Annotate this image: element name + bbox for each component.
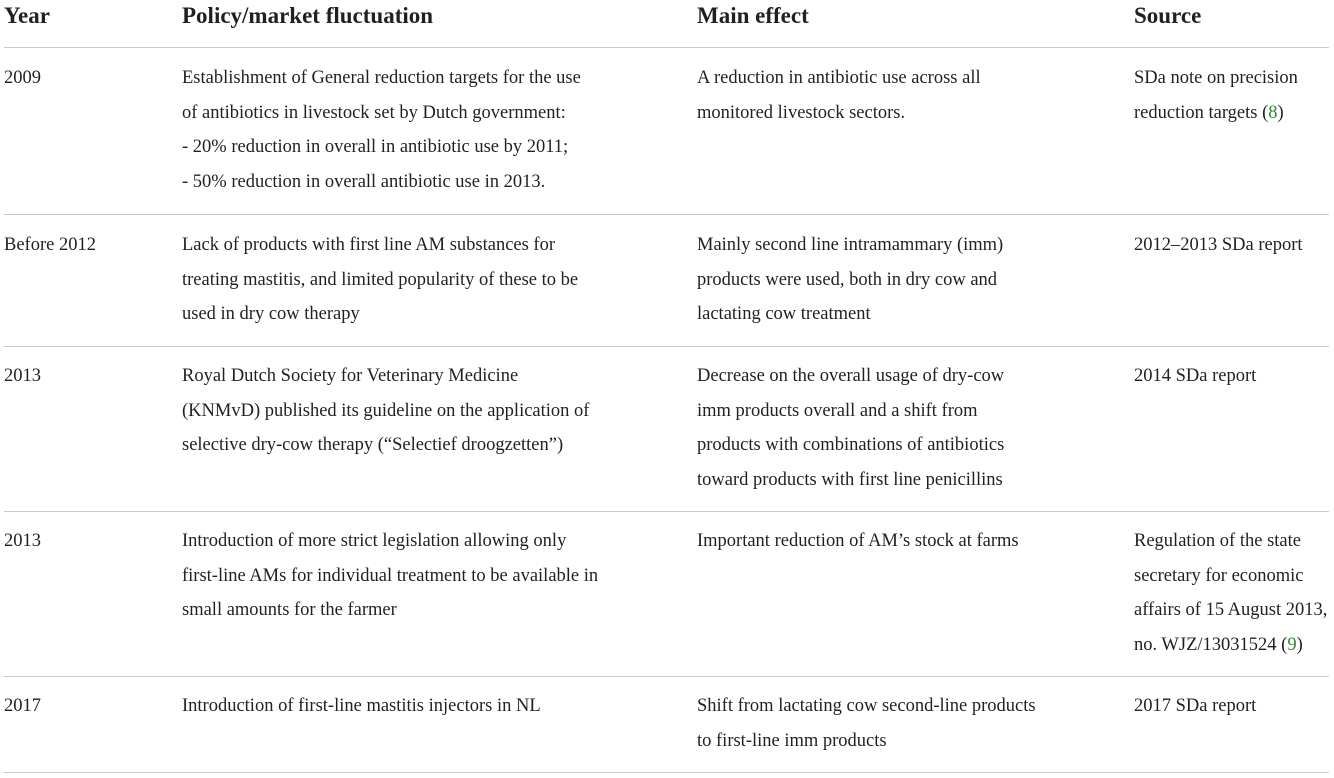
cell-source: 2012–2013 SDa report [1134,235,1303,255]
reference-link[interactable]: 8 [1268,102,1278,123]
text-fragment: ) [1296,634,1303,655]
cell-source: 2017 SDa report [1134,696,1257,716]
cell-policy [182,359,589,463]
text-line: A reduction in antibiotic use across all [697,68,981,88]
text-line: Introduction of first-line mastitis injectors in NL [182,696,541,716]
text-line: to first-line imm products [697,730,887,751]
cell-source [1134,61,1298,130]
text-line: used in dry cow therapy [182,304,360,324]
reference-link[interactable]: 9 [1287,634,1297,655]
cell-effect [697,228,1003,332]
text-line: treating mastitis, and limited popularity of these to be [182,269,579,290]
text-line: first-line AMs for individual treatment to be available in [182,565,599,586]
cell-effect [697,524,1019,559]
cell-year: 2013 [4,366,41,386]
cell-policy [182,689,541,724]
text-line: Introduction of more strict legislation allowing only [182,531,567,551]
table-bottom-rule [4,772,1329,773]
text-line: imm products overall and a shift from [697,400,978,421]
cell-year: 2017 [4,696,41,716]
text-line: - 20% reduction in overall in antibiotic use by 2011; [182,137,569,157]
text-fragment: ) [1277,102,1284,123]
header-policy: Policy/market fluctuation [182,3,434,28]
table-header [0,0,1334,48]
header-effect: Main effect [697,3,809,28]
text-line: Important reduction of AM’s stock at farms [697,531,1019,551]
header-rule [4,47,1329,48]
text-line: selective dry-cow therapy (“Selectief droogzetten”) [182,435,564,455]
cell-year: Before 2012 [4,235,96,255]
text-line: affairs of 15 August 2013, [1134,600,1328,620]
text-line [1134,628,1327,663]
text-line: products were used, both in dry cow and [697,269,998,290]
cell-year: 2009 [4,68,41,88]
text-line: Shift from lactating cow second-line products [697,696,1036,716]
text-line: toward products with first line penicillins [697,469,1003,490]
text-line: Decrease on the overall usage of dry-cow [697,366,1005,386]
row-divider [4,346,1329,347]
text-line: - 50% reduction in overall antibiotic use in 2013. [182,171,546,192]
row-divider [4,214,1329,215]
cell-effect [697,689,1036,758]
text-line: monitored livestock sectors. [697,102,906,123]
text-fragment: no. WJZ/13031524 ( [1134,634,1288,655]
text-line: Establishment of General reduction targets for the use [182,68,581,88]
header-source: Source [1134,3,1202,28]
text-line: Regulation of the state [1134,531,1301,551]
text-line: products with combinations of antibiotics [697,435,1005,455]
text-line: secretary for economic [1134,565,1304,586]
text-line: Lack of products with first line AM substances for [182,235,556,255]
text-line: Mainly second line intramammary (imm) [697,235,1004,255]
cell-policy [182,61,581,199]
text-line: Royal Dutch Society for Veterinary Medicine [182,366,519,386]
cell-source [1134,524,1327,662]
text-line: small amounts for the farmer [182,600,397,620]
cell-year: 2013 [4,531,41,551]
text-fragment: reduction targets ( [1134,102,1269,123]
cell-source: 2014 SDa report [1134,366,1257,386]
header-year: Year [4,3,50,28]
text-line: (KNMvD) published its guideline on the application of [182,400,590,421]
text-line: SDa note on precision [1134,68,1298,88]
cell-policy [182,228,578,332]
row-divider [4,511,1329,512]
text-line: of antibiotics in livestock set by Dutch government: [182,102,566,123]
text-line [1134,96,1298,131]
cell-effect [697,359,1004,497]
text-line: lactating cow treatment [697,304,871,324]
cell-effect [697,61,981,130]
cell-policy [182,524,598,628]
row-divider [4,676,1329,677]
